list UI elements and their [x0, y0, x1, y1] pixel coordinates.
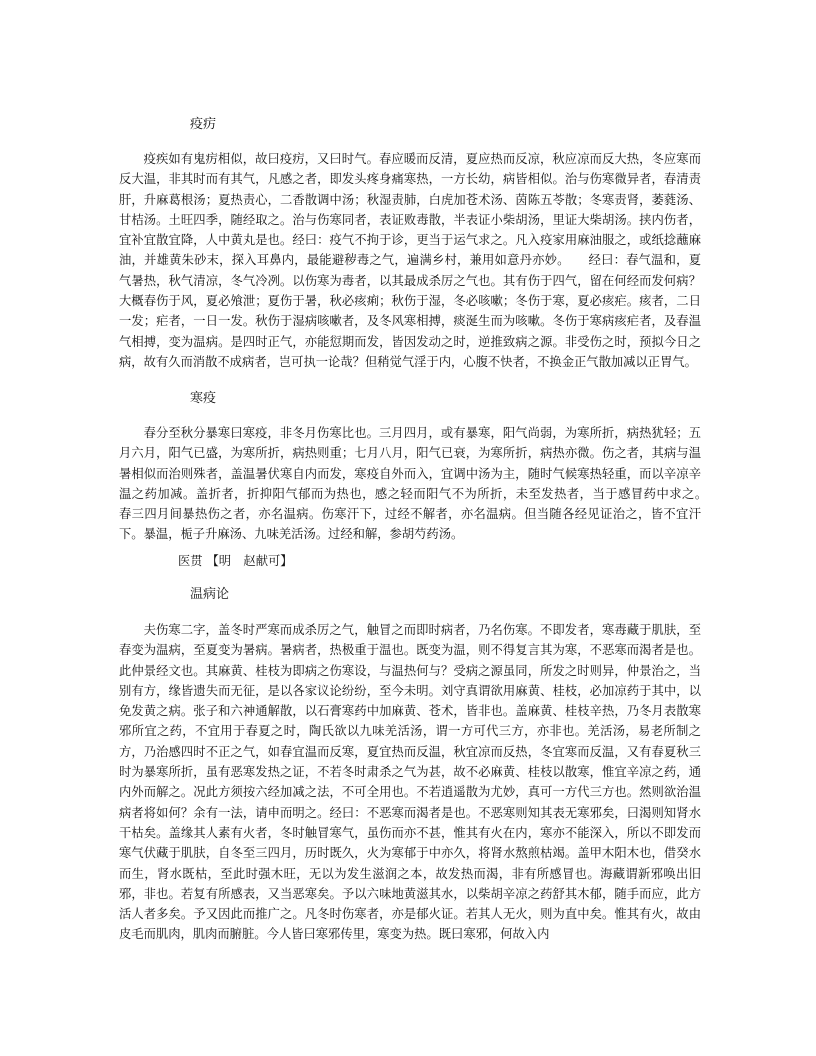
section-heading-epidemic: 疫疠 [190, 117, 217, 132]
paragraph-warm-disease: 夫伤寒二字，盖冬时严寒而成杀厉之气，触冒之而即时病者，乃名伤寒。不即发者，寒毒藏于肌肤，至春变为温病，至夏变为暑病。暑病者，热极重于温也。既变为温，则不得复言其为寒，不恶寒而渴者是也。此仲景经文也。其麻黄、桂枝为即病之伤寒设，与温热何与？受病之源虽同，所发之时则异，仲景治之，当别有方，缘皆遗失而无征，是以各家议论纷纷，至今未明。刘守真谓欲用麻黄、桂枝，必加凉药于其中，以免发黄之病。张子和六神通解散，以石膏寒药中加麻黄、苍术，皆非也。盖麻黄、桂枝辛热，乃冬月表散寒邪所宜之药，不宜用于春夏之时，陶氏欲以九味羌活汤，谓一方可代三方，亦非也。羌活汤，易老所制之方，乃治感四时不正之气，如春宜温而反寒，夏宜热而反温，秋宜凉而反热，冬宜寒而反温，又有春夏秋三时为暴寒所折，虽有恶寒发热之证，不若冬时肃杀之气为甚，故不必麻黄、桂枝以散寒，惟宜辛凉之药，通内外而解之。况此方须按六经加减之法，不可全用也。不若逍遥散为尤妙，真可一方代三方也。然则欲治温病者将如何？余有一法，请申而明之。经曰：不恶寒而渴者是也。不恶寒则知其表无寒邪矣，曰渴则知肾水干枯矣。盖缘其人素有火者，冬时触冒寒气，虽伤而亦不甚，惟其有火在内，寒亦不能深入，所以不即发而寒气伏藏于肌肤，自冬至三四月，历时既久，火为寒郁于中亦久，将肾水熬煎枯竭。盖甲木阳木也，借癸水而生，肾水既枯，至此时强木旺，无以为发生滋润之本，故发热而渴，非有所感冒也。海藏谓新邪唤出旧邪，非也。若复有所感表，又当恶寒矣。予以六味地黄滋其水，以柴胡辛凉之药舒其木郁，随手而应，此方活人者多矣。予又因此而推广之。凡冬时伤寒者，亦是郁火证。若其人无火，则为直中矣。惟其有火，故由皮毛而肌肉，肌肉而腑脏。今人皆曰寒邪传里，寒变为热。既曰寒邪，何故入内 [119, 623, 701, 942]
paragraph-cold-epidemic: 春分至秋分暴寒曰寒疫，非冬月伤寒比也。三月四月，或有暴寒，阳气尚弱，为寒所折，病热犹轻；五月六月，阳气已盛，为寒所折，病热则重；七月八月，阳气已衰，为寒所折，病热亦微。伤之者，其病与温暑相似而治则殊者，盖温暑伏寒自内而发，寒疫自外而入，宜调中汤为主，随时气候寒热轻重，而以辛凉辛温之药加减。盖折者，折抑阳气郁而为热也，感之轻而阳气不为所折，未至发热者，当于感冒药中求之。 春三四月间暴热伤之者，亦名温病。伤寒汗下，过经不解者，亦名温病。但当随各经见证治之，皆不宜汗下。暴温，栀子升麻汤、九味羌活汤。过经和解，参胡芍药汤。 [119, 426, 726, 542]
paragraph-epidemic: 疫疾如有鬼疠相似，故曰疫疠，又曰时气。春应暖而反清，夏应热而反凉，秋应凉而反大热，冬应寒而反大温，非其时而有其气，凡感之者，即发头疼身痛寒热，一方长幼，病皆相似。治与伤寒微异者，春清责肝，升麻葛根汤；夏热责心，二香散调中汤；秋湿责肺，白虎加苍术汤、茵陈五苓散；冬寒责肾，萎蕤汤、甘桔汤。土旺四季，随经取之。治与伤寒同者，表证败毒散，半表证小柴胡汤，里证大柴胡汤。挟内伤者，宜补宜散宜降，人中黄丸是也。经曰：疫气不拘于诊，更当于运气求之。凡入疫家用麻油服之，或纸捻蘸麻油，并雄黄朱砂末，探入耳鼻内，最能避秽毒之气，遍满乡村，兼用如意丹亦妙。 经曰：春气温和，夏气暑热，秋气清凉，冬气冷冽。以伤寒为毒者，以其最成杀厉之气也。其有伤于四气，留在何经而发何病？大概春伤于风，夏必飧泄；夏伤于暑，秋必痎痢；秋伤于湿，冬必咳嗽；冬伤于寒，夏必痎疟。痎者，二日一发；疟者，一日一发。秋伤于湿病咳嗽者，及冬风寒相搏，痰涎生而为咳嗽。冬伤于寒病痎疟者，及春温气相搏，变为温病。是四时正气，亦能愆期而发，皆因发动之时，逆推致病之源。非受伤之时，预拟今日之病，故有久而消散不成病者，岂可执一论哉？但稍觉气淫于内，心腹不快者，不换金正气散加减以正胃气。 [119, 152, 701, 369]
source-citation: 医贯 【明 赵献可】 [178, 554, 293, 568]
section-heading-warm-disease: 温病论 [190, 587, 230, 602]
section-heading-cold-epidemic: 寒疫 [190, 391, 217, 406]
